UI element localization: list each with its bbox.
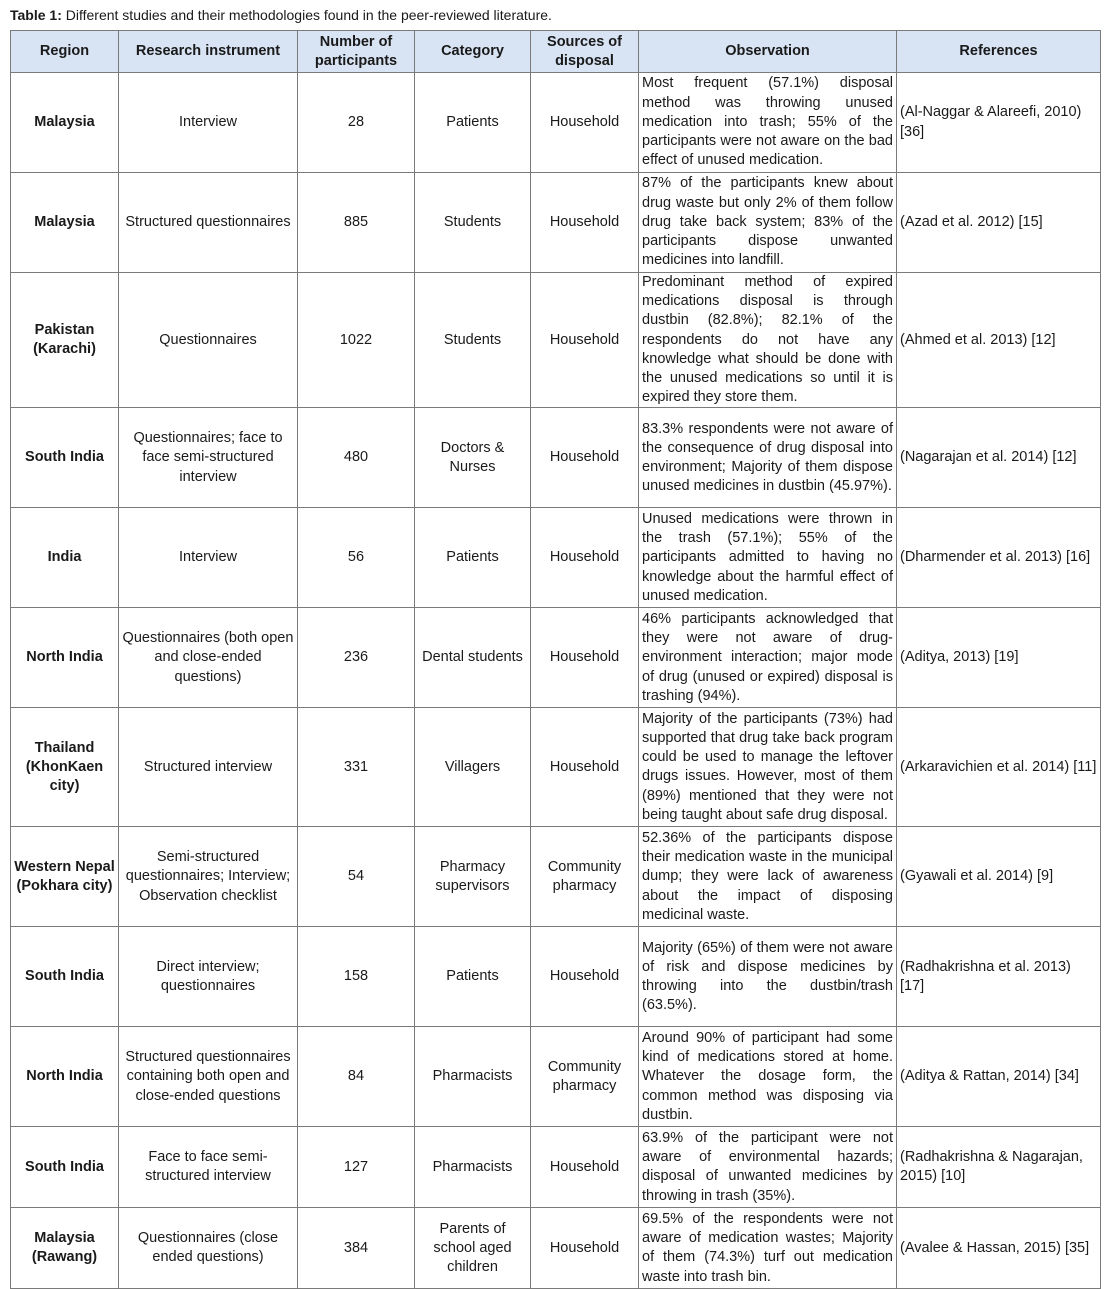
table-row <box>11 927 1101 1027</box>
cell-reference: (Al-Naggar & Alareefi, 2010) [36] <box>897 73 1101 173</box>
header-number-of-participants: Number of participants <box>298 31 415 73</box>
cell-research-instrument: Interview <box>119 508 298 608</box>
table-row <box>11 273 1101 408</box>
cell-reference: (Aditya & Rattan, 2014) [34] <box>897 1027 1101 1127</box>
cell-region: Pakistan (Karachi) <box>11 273 119 408</box>
cell-reference: (Ahmed et al. 2013) [12] <box>897 273 1101 408</box>
header-observation: Observation <box>639 31 897 73</box>
table-row <box>11 827 1101 927</box>
studies-table <box>10 30 1101 1289</box>
cell-category: Patients <box>415 73 531 173</box>
cell-observation: 83.3% respondents were not aware of the consequence of drug disposal into environment; Majority of them dispose unused medicines in dustbin (45.97%). <box>639 408 897 508</box>
cell-participants: 480 <box>298 408 415 508</box>
cell-region: Thailand (KhonKaen city) <box>11 708 119 827</box>
cell-source-of-disposal: Household <box>531 408 639 508</box>
cell-source-of-disposal: Household <box>531 508 639 608</box>
cell-reference: (Gyawali et al. 2014) [9] <box>897 827 1101 927</box>
table-row <box>11 508 1101 608</box>
cell-category: Pharmacists <box>415 1027 531 1127</box>
cell-observation: Most frequent (57.1%) disposal method was throwing unused medication into trash; 55% of the participants were not aware on the bad effect of unused medication. <box>639 73 897 173</box>
cell-research-instrument: Questionnaires (both open and close-ended questions) <box>119 608 298 708</box>
cell-research-instrument: Interview <box>119 73 298 173</box>
cell-participants: 1022 <box>298 273 415 408</box>
cell-observation: 52.36% of the participants dispose their medication waste in the municipal dump; they were lack of awareness about the impact of disposing medicinal waste. <box>639 827 897 927</box>
cell-source-of-disposal: Household <box>531 1208 639 1289</box>
cell-category: Students <box>415 173 531 273</box>
cell-category: Doctors & Nurses <box>415 408 531 508</box>
cell-observation: 69.5% of the respondents were not aware of medication wastes; Majority of them (74.3%) turf out medication waste into trash bin. <box>639 1208 897 1289</box>
table-caption-label: Table 1: <box>10 7 62 23</box>
header-row <box>11 31 1101 73</box>
cell-research-instrument: Face to face semi-structured interview <box>119 1127 298 1208</box>
cell-category: Pharmacy supervisors <box>415 827 531 927</box>
cell-source-of-disposal: Household <box>531 273 639 408</box>
cell-region: South India <box>11 408 119 508</box>
table-row <box>11 1027 1101 1127</box>
cell-research-instrument: Structured questionnaires containing both open and close-ended questions <box>119 1027 298 1127</box>
cell-research-instrument: Semi-structured questionnaires; Interview; Observation checklist <box>119 827 298 927</box>
header-region: Region <box>11 31 119 73</box>
header-sources-of-disposal: Sources of disposal <box>531 31 639 73</box>
cell-participants: 331 <box>298 708 415 827</box>
header-category: Category <box>415 31 531 73</box>
cell-observation: Around 90% of participant had some kind of medications stored at home. Whatever the dosage form, the common method was disposing via dustbin. <box>639 1027 897 1127</box>
header-references: References <box>897 31 1101 73</box>
cell-observation: 87% of the participants knew about drug waste but only 2% of them follow drug take back system; 83% of the participants dispose unwanted medicines into landfill. <box>639 173 897 273</box>
cell-participants: 384 <box>298 1208 415 1289</box>
table-row <box>11 408 1101 508</box>
cell-reference: (Aditya, 2013) [19] <box>897 608 1101 708</box>
cell-participants: 84 <box>298 1027 415 1127</box>
cell-research-instrument: Questionnaires <box>119 273 298 408</box>
cell-source-of-disposal: Household <box>531 173 639 273</box>
cell-region: South India <box>11 1127 119 1208</box>
cell-region: Malaysia <box>11 73 119 173</box>
table-row <box>11 173 1101 273</box>
cell-participants: 158 <box>298 927 415 1027</box>
cell-region: North India <box>11 608 119 708</box>
header-research-instrument: Research instrument <box>119 31 298 73</box>
cell-region: Malaysia <box>11 173 119 273</box>
cell-research-instrument: Structured interview <box>119 708 298 827</box>
cell-source-of-disposal: Household <box>531 1127 639 1208</box>
cell-participants: 56 <box>298 508 415 608</box>
cell-participants: 28 <box>298 73 415 173</box>
table-row <box>11 708 1101 827</box>
cell-region: North India <box>11 1027 119 1127</box>
cell-participants: 885 <box>298 173 415 273</box>
cell-reference: (Radhakrishna et al. 2013) [17] <box>897 927 1101 1027</box>
cell-observation: Majority of the participants (73%) had supported that drug take back program could be used to manage the leftover drugs issues. However, most of them (89%) mentioned that they were not being taught about safe drug disposal. <box>639 708 897 827</box>
cell-reference: (Arkaravichien et al. 2014) [11] <box>897 708 1101 827</box>
table-caption-text: Different studies and their methodologies found in the peer-reviewed literature. <box>61 7 552 23</box>
table-row <box>11 1127 1101 1208</box>
cell-reference: (Dharmender et al. 2013) [16] <box>897 508 1101 608</box>
cell-reference: (Azad et al. 2012) [15] <box>897 173 1101 273</box>
cell-research-instrument: Questionnaires; face to face semi-structured interview <box>119 408 298 508</box>
table-row <box>11 73 1101 173</box>
cell-observation: Unused medications were thrown in the trash (57.1%); 55% of the participants admitted to having no knowledge about the harmful effect of unused medication. <box>639 508 897 608</box>
cell-category: Parents of school aged children <box>415 1208 531 1289</box>
cell-category: Pharmacists <box>415 1127 531 1208</box>
cell-observation: 46% participants acknowledged that they were not aware of drug-environment interaction; major mode of drug (unused or expired) disposal is trashing (94%). <box>639 608 897 708</box>
cell-reference: (Radhakrishna & Nagarajan, 2015) [10] <box>897 1127 1101 1208</box>
cell-source-of-disposal: Household <box>531 73 639 173</box>
table-row <box>11 608 1101 708</box>
cell-source-of-disposal: Household <box>531 927 639 1027</box>
cell-research-instrument: Questionnaires (close ended questions) <box>119 1208 298 1289</box>
cell-category: Patients <box>415 927 531 1027</box>
cell-region: Malaysia (Rawang) <box>11 1208 119 1289</box>
cell-research-instrument: Direct interview; questionnaires <box>119 927 298 1027</box>
table-caption <box>10 6 552 24</box>
cell-research-instrument: Structured questionnaires <box>119 173 298 273</box>
cell-reference: (Avalee & Hassan, 2015) [35] <box>897 1208 1101 1289</box>
cell-category: Patients <box>415 508 531 608</box>
cell-reference: (Nagarajan et al. 2014) [12] <box>897 408 1101 508</box>
cell-participants: 236 <box>298 608 415 708</box>
cell-observation: Predominant method of expired medications disposal is through dustbin (82.8%); 82.1% of the respondents do not have any knowledge what should be done with the unused medications so until it is expired they store them. <box>639 273 897 408</box>
cell-observation: Majority (65%) of them were not aware of risk and dispose medicines by throwing into the dustbin/trash (63.5%). <box>639 927 897 1027</box>
cell-category: Villagers <box>415 708 531 827</box>
cell-participants: 54 <box>298 827 415 927</box>
cell-category: Dental students <box>415 608 531 708</box>
cell-observation: 63.9% of the participant were not aware of environmental hazards; disposal of unwanted medicines by throwing in trash (35%). <box>639 1127 897 1208</box>
cell-participants: 127 <box>298 1127 415 1208</box>
cell-source-of-disposal: Community pharmacy <box>531 827 639 927</box>
cell-source-of-disposal: Community pharmacy <box>531 1027 639 1127</box>
cell-source-of-disposal: Household <box>531 708 639 827</box>
cell-region: Western Nepal (Pokhara city) <box>11 827 119 927</box>
cell-region: South India <box>11 927 119 1027</box>
cell-category: Students <box>415 273 531 408</box>
table-row <box>11 1208 1101 1289</box>
cell-region: India <box>11 508 119 608</box>
cell-source-of-disposal: Household <box>531 608 639 708</box>
